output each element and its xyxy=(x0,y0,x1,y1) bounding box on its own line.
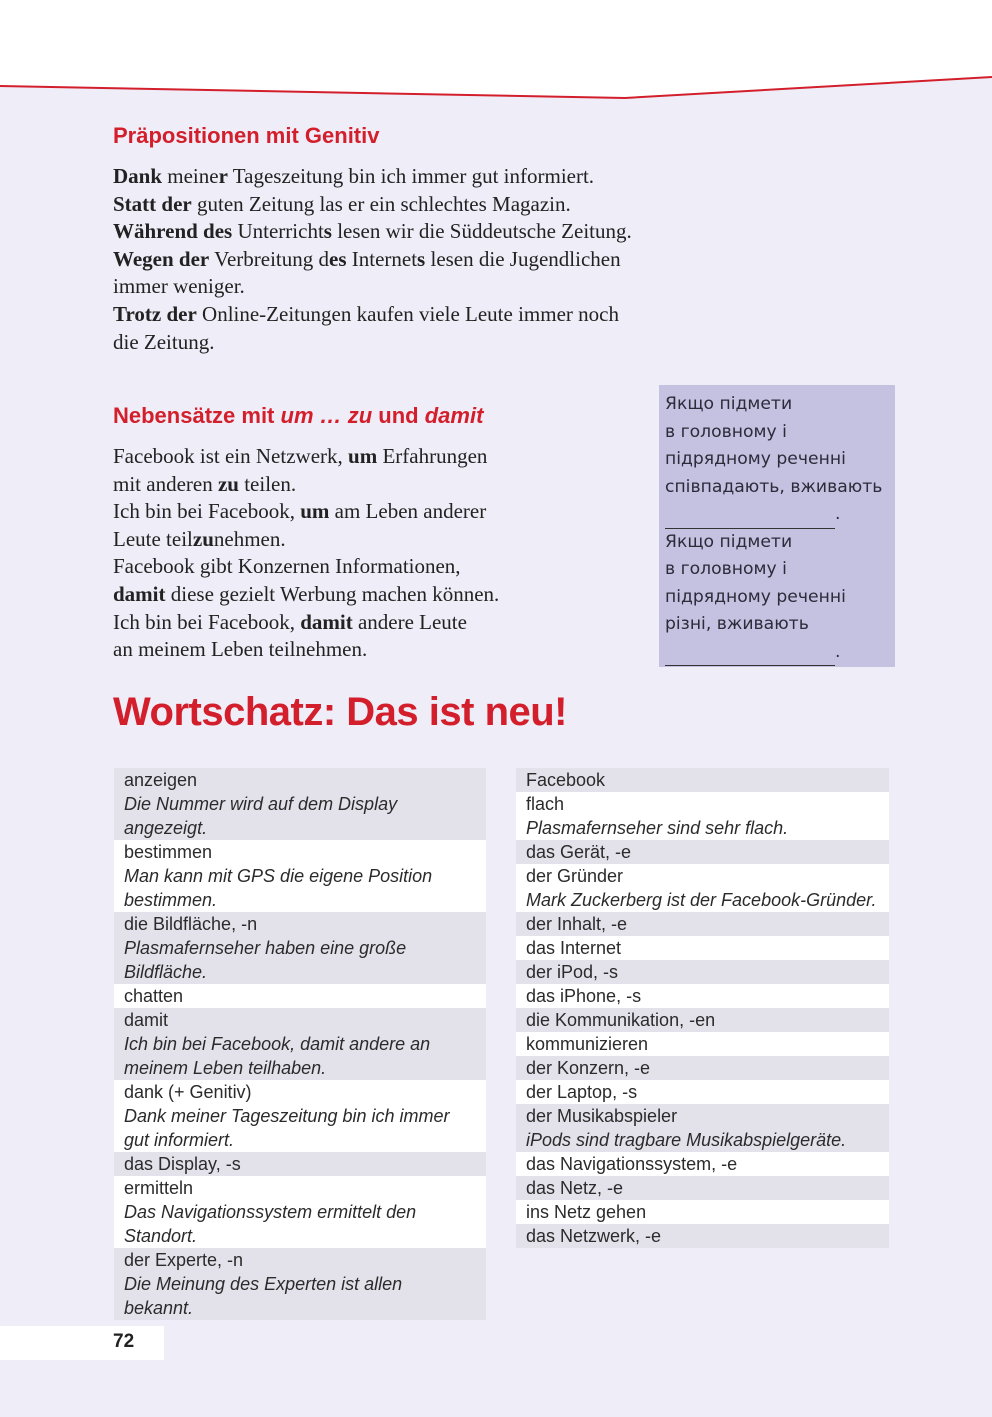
example-line xyxy=(113,218,733,246)
text-segment: guten Zeitung las er ein schlechtes Magazin. xyxy=(191,191,571,216)
bold-segment: s xyxy=(417,246,426,271)
vocabulary-word: der iPod, -s xyxy=(526,962,619,982)
vocabulary-word: der Experte, -n xyxy=(124,1250,244,1270)
vocabulary-word: ins Netz gehen xyxy=(526,1202,647,1222)
vocabulary-example: Dank meiner Tageszeitung bin ich immer gut informiert. xyxy=(124,1106,450,1150)
bold-segment: r xyxy=(218,164,228,188)
answer-blank[interactable] xyxy=(665,639,889,667)
vocabulary-word: das iPhone, -s xyxy=(526,986,642,1006)
text-segment: an meinem Leben teilnehmen. xyxy=(113,637,368,662)
vocabulary-column-left xyxy=(114,768,486,1320)
vocabulary-word: der Musikabspieler xyxy=(526,1106,678,1126)
vocabulary-entry xyxy=(516,1032,889,1056)
blank-line[interactable] xyxy=(665,510,835,529)
vocabulary-entry xyxy=(516,912,889,936)
text-segment: nehmen. xyxy=(213,526,286,551)
vocabulary-word: der Konzern, -e xyxy=(526,1058,651,1078)
bold-segment: Während des xyxy=(113,219,233,244)
vocabulary-example: Ich bin bei Facebook, damit andere an meinem Leben teilhaben. xyxy=(124,1034,431,1078)
vocabulary-entry xyxy=(114,768,486,840)
vocabulary-word: das Internet xyxy=(526,938,622,958)
blank-line[interactable] xyxy=(665,647,835,666)
vocabulary-entry xyxy=(516,1104,889,1152)
example-line xyxy=(113,301,733,329)
vocabulary-word: damit xyxy=(124,1010,169,1030)
vocabulary-word: anzeigen xyxy=(124,770,198,790)
vocabulary-word: das Navigationssystem, -e xyxy=(526,1154,738,1174)
vocabulary-example: Plasmafernseher haben eine große Bildfläche. xyxy=(124,938,407,982)
vocabulary-entry xyxy=(516,1200,889,1224)
example-line xyxy=(113,609,633,637)
text-segment: Unterricht xyxy=(232,219,324,244)
hint-line: Якщо підмети xyxy=(665,531,793,552)
vocabulary-word: Facebook xyxy=(526,770,606,790)
vocabulary-entry xyxy=(516,1008,889,1032)
hint-line: в головному і xyxy=(665,421,787,442)
vocabulary-word: dank (+ Genitiv) xyxy=(124,1082,252,1102)
page-number-box xyxy=(0,1326,164,1360)
vocabulary-entry xyxy=(516,1152,889,1176)
section-genitive-title: Präpositionen mit Genitiv xyxy=(113,123,380,148)
title-part: und xyxy=(372,403,425,428)
vocabulary-entry xyxy=(114,840,486,912)
vocabulary-entry xyxy=(516,1080,889,1104)
hint-line: в головному і xyxy=(665,559,787,579)
vocabulary-word: das Gerät, -e xyxy=(526,842,632,862)
vocabulary-entry xyxy=(516,936,889,960)
answer-blank[interactable] xyxy=(665,501,889,529)
vocabulary-word: bestimmen xyxy=(124,842,213,862)
vocabulary-entry xyxy=(516,960,889,984)
text-segment: Leute teil xyxy=(113,526,193,551)
vocabulary-entry xyxy=(114,1176,486,1248)
vocabulary-title: Wortschatz: Das ist neu! xyxy=(113,690,567,734)
title-part: damit xyxy=(424,403,484,428)
vocabulary-word: der Gründer xyxy=(526,866,624,886)
vocabulary-word: der Inhalt, -e xyxy=(526,914,628,934)
hint-line: підрядному реченні xyxy=(665,586,846,607)
text-segment: immer weniger. xyxy=(113,274,245,299)
vocabulary-word: das Netz, -e xyxy=(526,1178,624,1198)
bold-segment: Wegen der xyxy=(113,246,210,271)
vocabulary-example: Die Nummer wird auf dem Display angezeigt. xyxy=(124,794,398,838)
vocabulary-word: die Kommunikation, -en xyxy=(526,1010,716,1030)
text-segment: Erfahrungen xyxy=(377,444,488,468)
text-segment: Facebook ist ein Netzwerk, xyxy=(113,444,349,468)
vocabulary-word: das Display, -s xyxy=(124,1154,241,1174)
text-segment: lesen die Jugendlichen xyxy=(425,246,621,271)
vocabulary-example: Das Navigationssystem ermittelt den Standort. xyxy=(124,1202,417,1246)
example-line xyxy=(113,246,733,274)
vocabulary-entry xyxy=(114,984,486,1008)
vocabulary-entry xyxy=(114,1248,486,1320)
vocabulary-entry xyxy=(516,1056,889,1080)
example-line xyxy=(113,191,733,219)
vocabulary-entry xyxy=(516,768,889,792)
vocabulary-entry xyxy=(516,984,889,1008)
example-line xyxy=(113,581,633,609)
vocabulary-example: Die Meinung des Experten ist allen bekannt. xyxy=(124,1274,403,1318)
bold-segment: damit xyxy=(300,609,353,634)
bold-segment: zu xyxy=(192,526,214,551)
bold-segment: um xyxy=(300,499,330,524)
vocabulary-entry xyxy=(516,864,889,912)
text-segment: andere Leute xyxy=(352,609,467,634)
example-line xyxy=(113,553,633,581)
vocabulary-entry xyxy=(114,1008,486,1080)
vocabulary-entry xyxy=(516,840,889,864)
vocabulary-example: Man kann mit GPS die eigene Position bestimmen. xyxy=(124,866,433,910)
vocabulary-example: Mark Zuckerberg ist der Facebook-Gründer. xyxy=(526,890,877,910)
text-segment: teilen. xyxy=(238,471,297,496)
bold-segment: damit xyxy=(113,581,166,606)
bold-segment: Dank xyxy=(113,164,163,188)
bold-segment: Trotz der xyxy=(113,301,197,326)
text-segment: Ich bin bei Facebook, xyxy=(113,499,301,524)
vocabulary-word: der Laptop, -s xyxy=(526,1082,638,1102)
vocabulary-entry xyxy=(516,792,889,840)
title-part: um … zu xyxy=(280,403,373,428)
vocabulary-entry xyxy=(114,1152,486,1176)
hint-line: Якщо підмети xyxy=(665,394,793,414)
blank-period: . xyxy=(835,504,841,524)
text-segment: diese gezielt Werbung machen können. xyxy=(165,581,500,606)
example-line xyxy=(113,471,633,499)
vocabulary-word: flach xyxy=(526,794,565,814)
bold-segment: zu xyxy=(217,471,239,496)
hint-line: підрядному реченні xyxy=(665,449,846,469)
bold-segment: s xyxy=(323,219,332,244)
text-segment: Online-Zeitungen kaufen viele Leute immer noch xyxy=(196,301,619,326)
vocabulary-word: die Bildfläche, -n xyxy=(124,914,258,934)
text-segment: meine xyxy=(162,164,219,188)
hint-line: різні, вживають xyxy=(665,614,809,634)
text-segment: Internet xyxy=(346,246,418,271)
vocabulary-word: kommunizieren xyxy=(526,1034,649,1054)
vocabulary-column-right xyxy=(516,768,889,1248)
grammar-hint-box xyxy=(659,385,895,667)
section-genitive-examples xyxy=(113,163,733,356)
vocabulary-word: chatten xyxy=(124,986,184,1006)
text-segment: Ich bin bei Facebook, xyxy=(113,609,301,634)
top-band xyxy=(0,0,992,100)
section-clauses-examples xyxy=(113,443,633,664)
title-part: Nebensätze mit xyxy=(113,403,281,428)
vocabulary-entry xyxy=(516,1176,889,1200)
example-line xyxy=(113,163,733,191)
text-segment: die Zeitung. xyxy=(113,329,215,354)
hint-line: співпадають, вживають xyxy=(665,476,883,497)
vocabulary-entry xyxy=(114,1080,486,1152)
example-line xyxy=(113,526,633,554)
example-line xyxy=(113,498,633,526)
vocabulary-entry xyxy=(114,912,486,984)
blank-period: . xyxy=(835,641,841,662)
text-segment: Facebook gibt Konzernen Informationen, xyxy=(113,554,461,579)
bold-segment: es xyxy=(329,246,347,271)
vocabulary-example: Plasmafernseher sind sehr flach. xyxy=(526,818,789,838)
text-segment: am Leben anderer xyxy=(329,499,487,524)
text-segment: Tageszeitung bin ich immer gut informiert. xyxy=(227,164,595,188)
example-line xyxy=(113,273,733,301)
text-segment: mit anderen xyxy=(113,471,218,496)
vocabulary-word: das Netzwerk, -e xyxy=(526,1226,662,1246)
example-line xyxy=(113,636,633,664)
section-clauses-title xyxy=(113,403,483,429)
vocabulary-entry xyxy=(516,1224,889,1248)
text-segment: lesen wir die Süddeutsche Zeitung. xyxy=(331,219,632,244)
page-number: 72 xyxy=(113,1331,135,1352)
bold-segment: um xyxy=(348,444,378,468)
text-segment: Verbreitung d xyxy=(209,246,329,271)
bold-segment: Statt der xyxy=(113,191,192,216)
example-line xyxy=(113,443,633,471)
example-line xyxy=(113,329,733,357)
vocabulary-word: ermitteln xyxy=(124,1178,194,1198)
vocabulary-example: iPods sind tragbare Musikabspielgeräte. xyxy=(526,1130,847,1150)
